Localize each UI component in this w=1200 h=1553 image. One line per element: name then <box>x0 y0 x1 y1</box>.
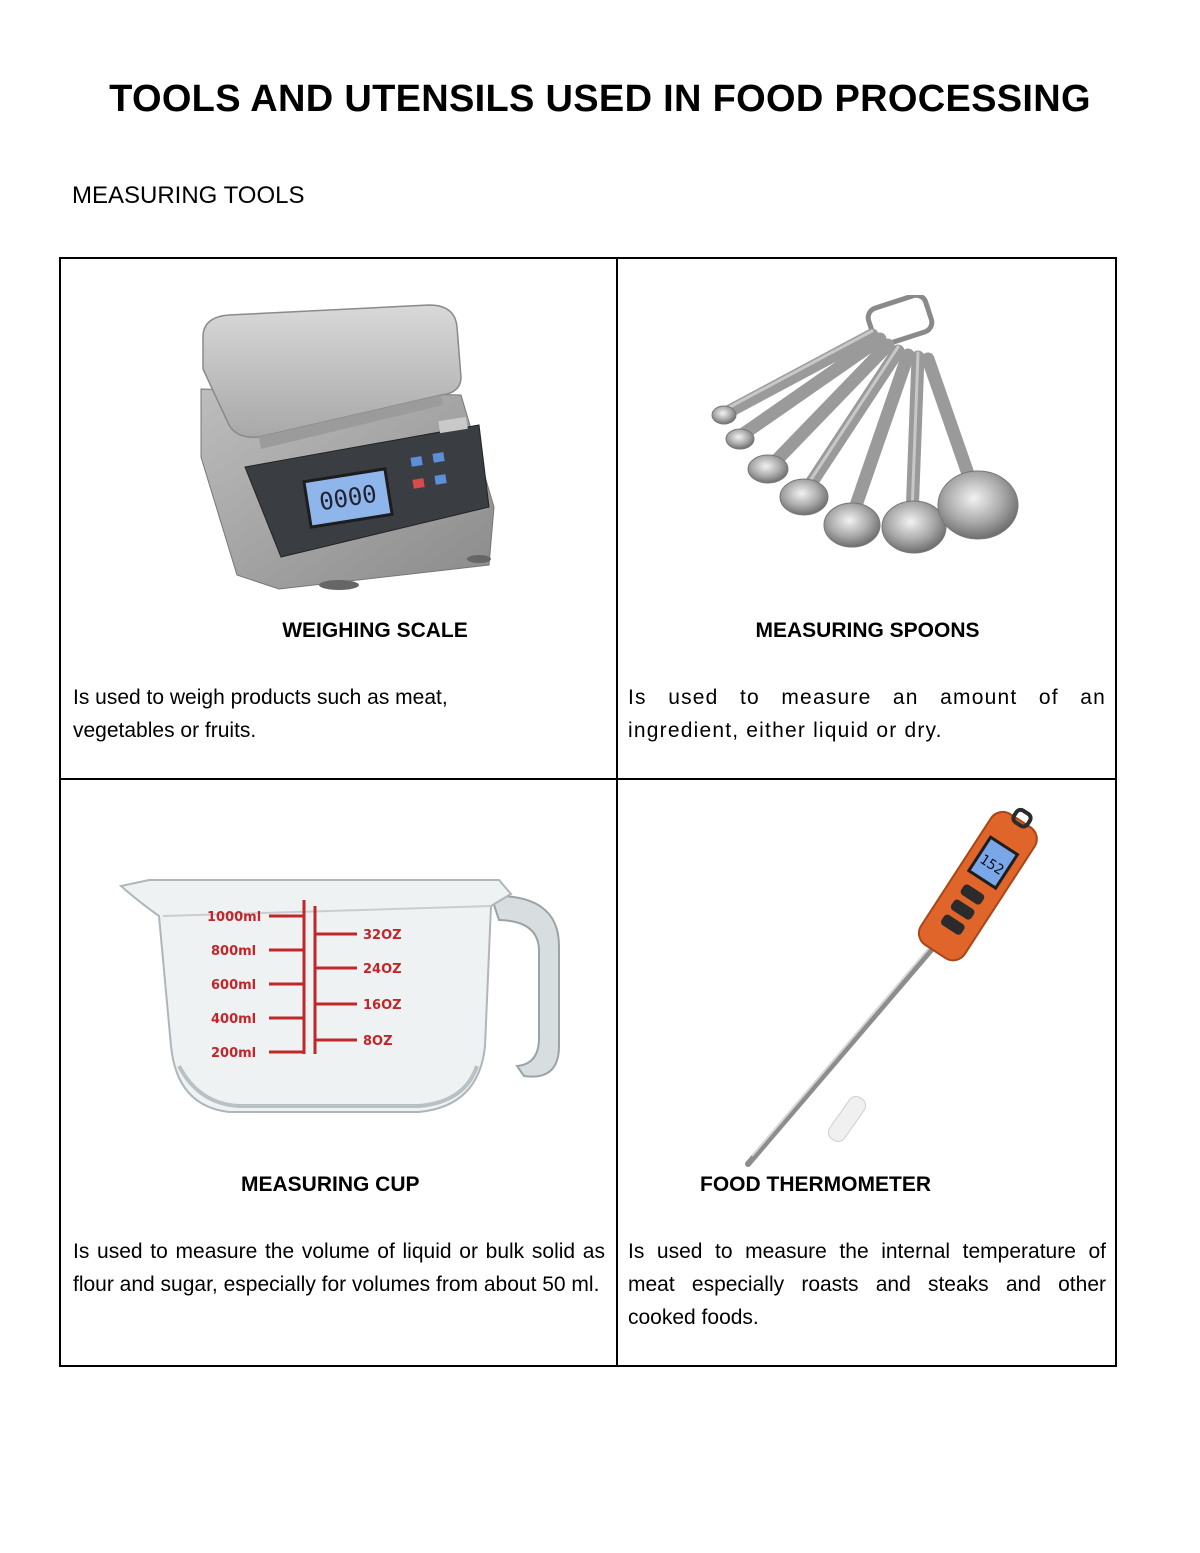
cup-ml-mark: 600ml <box>211 978 257 993</box>
measuring-cup-image <box>119 876 569 1126</box>
food-thermometer-image <box>708 794 1038 1174</box>
tool-name: WEIGHING SCALE <box>282 619 468 642</box>
cup-oz-mark: 8OZ <box>363 1034 393 1049</box>
thermometer-display-value: 152 <box>976 851 1007 879</box>
tool-description: Is used to measure the internal temperature of meat especially roasts and steaks and other cooked foods. <box>628 1240 1106 1329</box>
cup-oz-mark: 16OZ <box>363 998 402 1013</box>
tool-description: Is used to measure the volume of liquid or bulk solid as flour and sugar, especially for volumes from about 50 ml. <box>73 1240 605 1296</box>
page-title: TOOLS AND UTENSILS USED IN FOOD PROCESSING <box>109 78 1091 120</box>
tool-name: FOOD THERMOMETER <box>700 1173 931 1196</box>
tool-cell-measuring-cup <box>61 780 616 1365</box>
cup-ml-mark: 1000ml <box>207 910 262 925</box>
measuring-spoons-image <box>702 295 1052 585</box>
cup-ml-mark: 400ml <box>211 1012 257 1027</box>
tool-name: MEASURING CUP <box>241 1173 420 1196</box>
cup-oz-mark: 24OZ <box>363 962 402 977</box>
cup-ml-mark: 800ml <box>211 944 257 959</box>
tool-cell-measuring-spoons <box>618 259 1117 778</box>
tool-name: MEASURING SPOONS <box>755 619 980 642</box>
cup-ml-mark: 200ml <box>211 1046 257 1061</box>
cup-oz-mark: 32OZ <box>363 928 402 943</box>
scale-display-value: 0000 <box>317 479 379 517</box>
tool-cell-weighing-scale <box>61 259 616 778</box>
weighing-scale-image <box>189 297 499 597</box>
section-heading: MEASURING TOOLS <box>72 182 305 209</box>
tools-table <box>59 257 1117 1367</box>
tool-description: Is used to measure an amount of an ingredient, either liquid or dry. <box>628 686 1106 742</box>
tool-description: Is used to weigh products such as meat, vegetables or fruits. <box>73 686 448 742</box>
tool-cell-food-thermometer <box>618 780 1117 1365</box>
